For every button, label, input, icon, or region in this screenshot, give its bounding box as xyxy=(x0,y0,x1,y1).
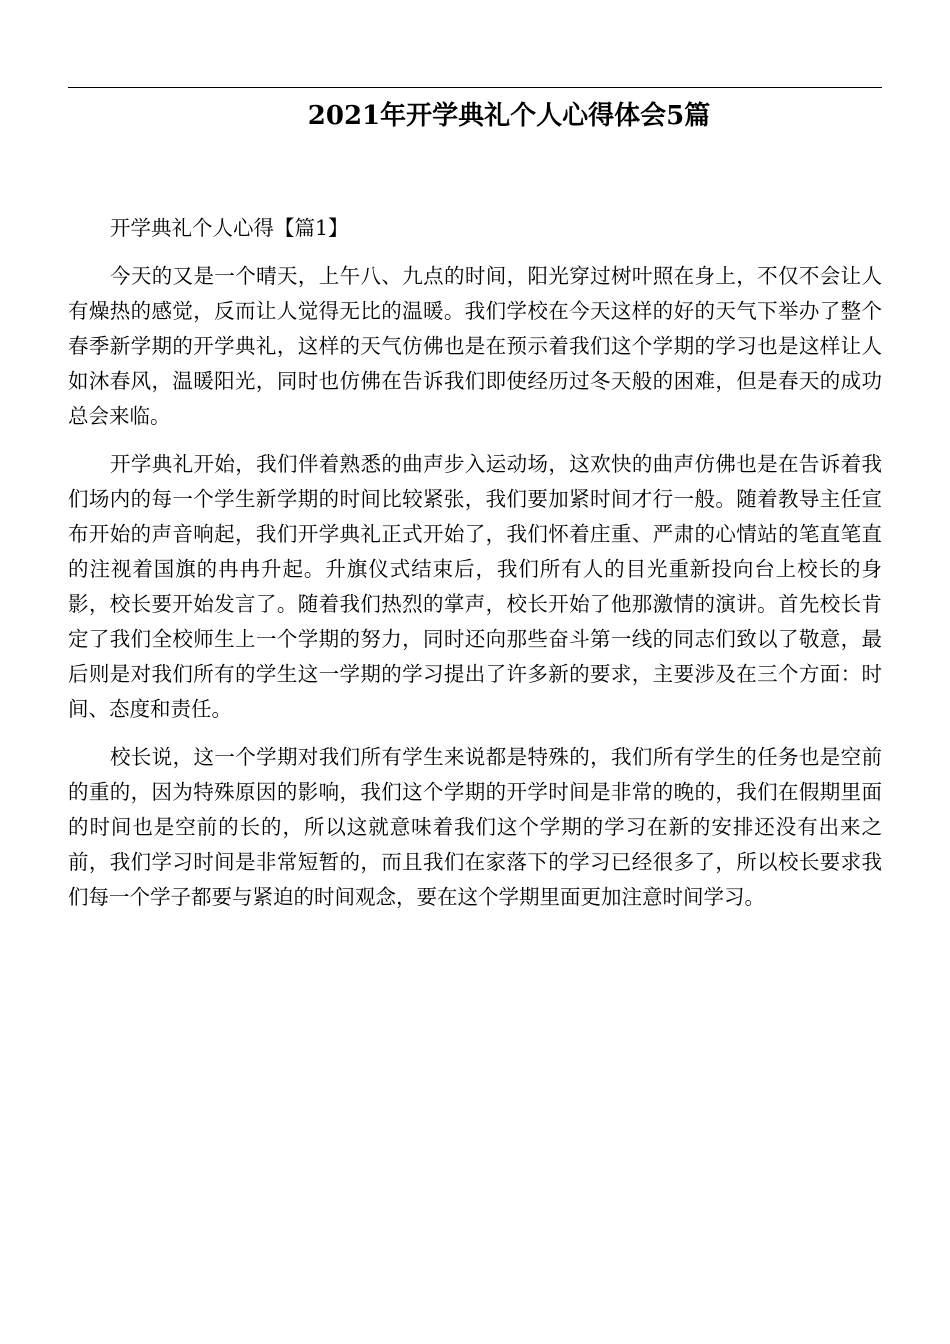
paragraph-2: 开学典礼开始，我们伴着熟悉的曲声步入运动场，这欢快的曲声仿佛也是在告诉着我们场内的每一个学生新学期的时间比较紧张，我们要加紧时间才行一般。随着教导主任宣布开始的声音响起，我们开学典礼正式开始了，我们怀着庄重、严肃的心情站的笔直笔直的注视着国旗的冉冉升起。升旗仪式结束后，我们所有人的目光重新投向台上校长的身影，校长要开始发言了。随着我们热烈的掌声，校长开始了他那激情的演讲。首先校长肯定了我们全校师生上一个学期的努力，同时还向那些奋斗第一线的同志们致以了敬意，最后则是对我们所有的学生这一学期的学习提出了许多新的要求，主要涉及在三个方面：时间、态度和责任。 xyxy=(68,452,882,721)
section-heading: 开学典礼个人心得【篇1】 xyxy=(110,216,349,240)
document-title: 2021年开学典礼个人心得体会5篇 xyxy=(307,101,711,131)
header-rule xyxy=(68,87,882,88)
document-body xyxy=(68,211,882,928)
paragraph-3: 校长说，这一个学期对我们所有学生来说都是特殊的，我们所有学生的任务也是空前的重的，因为特殊原因的影响，我们这个学期的开学时间是非常的晚的，我们在假期里面的时间也是空前的长的，所以这就意味着我们这个学期的学习在新的安排还没有出来之前，我们学习时间是非常短暂的，而且我们在家落下的学习已经很多了，所以校长要求我们每一个学子都要与紧迫的时间观念，要在这个学期里面更加注意时间学习。 xyxy=(68,745,882,909)
paragraph-1: 今天的又是一个晴天，上午八、九点的时间，阳光穿过树叶照在身上，不仅不会让人有燥热的感觉，反而让人觉得无比的温暖。我们学校在今天这样的好的天气下举办了整个春季新学期的开学典礼，这样的天气仿佛也是在预示着我们这个学期的学习也是这样让人如沐春风，温暖阳光，同时也仿佛在告诉我们即使经历过冬天般的困难，但是春天的成功总会来临。 xyxy=(68,264,882,428)
